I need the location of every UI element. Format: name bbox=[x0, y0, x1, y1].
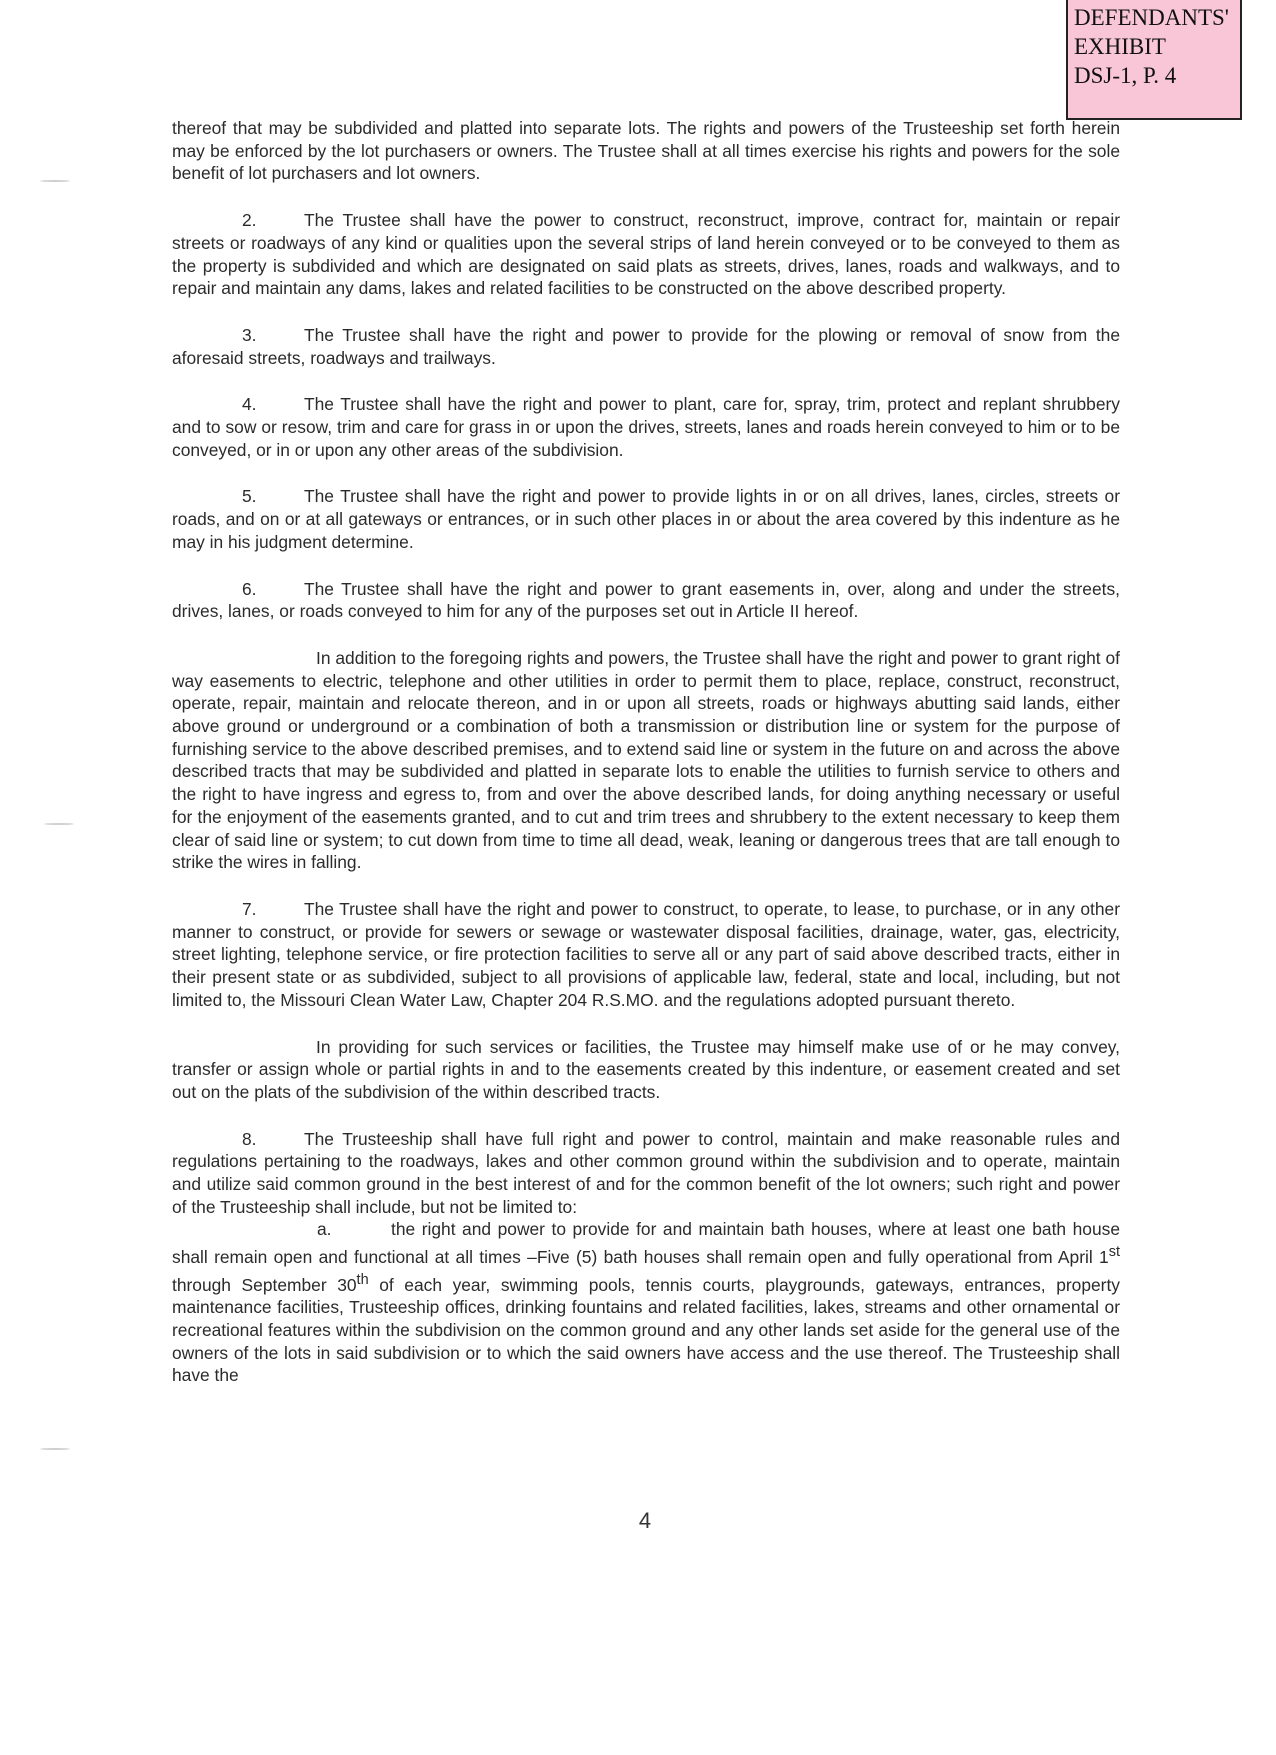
scan-mark bbox=[40, 1448, 70, 1450]
paragraph-8 bbox=[172, 1128, 1120, 1219]
paragraph-text: The Trustee shall have the right and power to grant easements in, over, along and under the streets, drives, lanes, or roads conveyed to him for any of the purposes set out in Article II hereof. bbox=[172, 578, 1120, 622]
paragraph-text: of each year, swimming pools, tennis courts, playgrounds, gateways, entrances, property maintenance facilities, Trusteeship offices, drinking fountains and related facilities, lakes, streams and other ornamental or recreational features within the subdivision on the common ground and any other lands set aside for the general use of the owners of the lots in said subdivision or to which the said owners have access and the use thereof. The Trusteeship shall have the bbox=[172, 1274, 1121, 1386]
paragraph-number: 2. bbox=[242, 210, 257, 231]
superscript: st bbox=[1108, 1244, 1120, 1261]
scan-mark bbox=[44, 823, 74, 825]
superscript: th bbox=[356, 1271, 369, 1288]
paragraph-4 bbox=[172, 393, 1120, 461]
paragraph-text: the right and power to provide for and maintain bath houses, where at least one bath house shall remain open and functional at all times –Five (5) bath houses shall remain open and fully operational from April 1 bbox=[172, 1219, 1120, 1267]
paragraph-text: The Trustee shall have the right and power to provide for the plowing or removal of snow from the aforesaid streets, roadways and trailways. bbox=[172, 324, 1120, 368]
paragraph-text: The Trustee shall have the right and power to provide lights in or on all drives, lanes, circles, streets or roads, and on or at all gateways or entrances, or in such other places in or about the area covered by this indenture as he may in his judgment determine. bbox=[172, 486, 1120, 552]
document-body bbox=[172, 117, 1120, 1387]
paragraph-continued: thereof that may be subdivided and platted into separate lots. The rights and powers of the Trusteeship set forth herein may be enforced by the lot purchasers or owners. The Trustee shall at all times exercise his rights and powers for the sole benefit of lot purchasers and lot owners. bbox=[172, 118, 1120, 184]
paragraph-number: 7. bbox=[242, 898, 257, 919]
exhibit-sticker bbox=[1066, 0, 1242, 120]
subparagraph-letter: a. bbox=[317, 1219, 332, 1240]
paragraph-number: 5. bbox=[242, 486, 257, 507]
scan-mark bbox=[40, 180, 70, 182]
paragraph-6-continued: In addition to the foregoing rights and powers, the Trustee shall have the right and power to grant right of way easements to electric, telephone and other utilities in order to permit them to place, replace, construct, reconstruct, operate, repair, maintain and relocate thereon, and in or upon all streets, roads or highways abutting said lands, either above ground or underground or a combination of both a transmission or distribution line or system for the purpose of furnishing service to the above described premises, and to extend said line or system in the future on and across the above described tracts that may be subdivided and platted in separate lots to enable the utilities to furnish service to others and the right to have ingress and egress to, from and over the above described lands, for doing anything necessary or useful for the enjoyment of the easements granted, and to cut and trim trees and shrubbery to the extent necessary to keep them clear of said line or system; to cut down from time to time all dead, weak, leaning or dangerous trees that are tall enough to strike the wires in falling. bbox=[172, 647, 1120, 873]
paragraph-text: The Trustee shall have the right and power to plant, care for, spray, trim, protect and replant shrubbery and to sow or resow, trim and care for grass in or upon the drives, streets, lanes and roads herein conveyed to him or to be conveyed, or in or upon any other areas of the subdivision. bbox=[172, 394, 1120, 460]
exhibit-line-1: DEFENDANTS' bbox=[1074, 5, 1229, 30]
paragraph-number: 3. bbox=[242, 324, 257, 345]
paragraph-text: The Trustee shall have the power to construct, reconstruct, improve, contract for, maintain or repair streets or roadways of any kind or qualities upon the several strips of land herein conveyed or to be conveyed to them as the property is subdivided and which are designated on said plats as streets, drives, lanes, roads and walkways, and to repair and maintain any dams, lakes and related facilities to be constructed on the above described property. bbox=[172, 210, 1120, 299]
paragraph-text: through September 30 bbox=[172, 1274, 357, 1295]
paragraph-number: 4. bbox=[242, 394, 257, 415]
paragraph-8a bbox=[172, 1218, 1120, 1387]
paragraph-7-continued: In providing for such services or facilities, the Trustee may himself make use of or he may convey, transfer or assign whole or partial rights in and to the easements created by this indenture, or easement created and set out on the plats of the subdivision of the within described tracts. bbox=[172, 1036, 1120, 1102]
paragraph-6 bbox=[172, 578, 1120, 623]
paragraph-number: 6. bbox=[242, 578, 257, 599]
paragraph-text: The Trustee shall have the right and power to construct, to operate, to lease, to purchase, or in any other manner to construct, or provide for sewers or sewage or wastewater disposal facilities, drainage, water, gas, electricity, street lighting, telephone service, or fire protection facilities to serve all or any part of said above described tracts, either in their present state or as subdivided, subject to all provisions of applicable law, federal, state and local, including, but not limited to, the Missouri Clean Water Law, Chapter 204 R.S.MO. and the regulations adopted pursuant thereto. bbox=[172, 898, 1120, 1010]
paragraph-number: 8. bbox=[242, 1128, 257, 1149]
paragraph-7 bbox=[172, 898, 1120, 1012]
exhibit-line-3: DSJ-1, P. 4 bbox=[1074, 63, 1177, 88]
paragraph-2 bbox=[172, 209, 1120, 300]
page-number: 4 bbox=[638, 1508, 652, 1533]
paragraph-5 bbox=[172, 485, 1120, 553]
paragraph-3 bbox=[172, 324, 1120, 369]
paragraph-text: The Trusteeship shall have full right and power to control, maintain and make reasonable rules and regulations pertaining to the roadways, lakes and other common ground within the subdivision and to operate, maintain and utilize said common ground in the best interest of and for the common benefit of the lot owners; such right and power of the Trusteeship shall include, but not be limited to: bbox=[172, 1128, 1120, 1217]
exhibit-line-2: EXHIBIT bbox=[1074, 34, 1166, 59]
